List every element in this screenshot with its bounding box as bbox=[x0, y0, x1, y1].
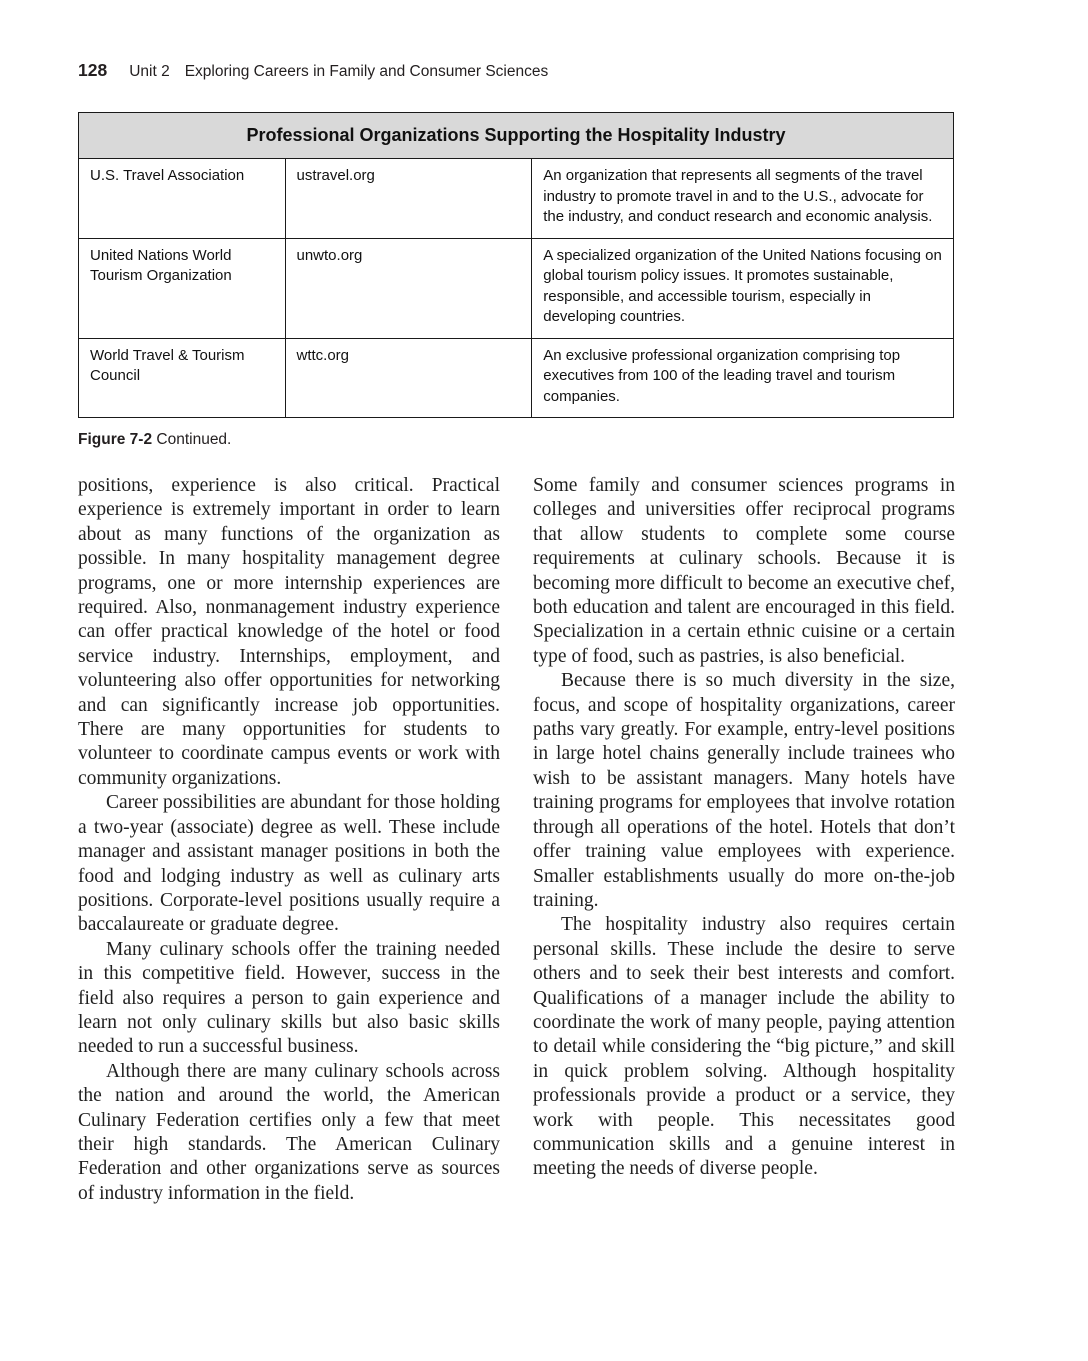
left-column bbox=[78, 474, 500, 1206]
org-name-cell: United Nations World Tourism Organization bbox=[79, 238, 286, 338]
paragraph: Some family and consumer sciences programs in colleges and universities offer reciprocal programs that allow students to complete some course requirements at culinary schools. Because it is becoming more difficult to become an executive chef, both education and talent are encouraged in this field. Specialization in a certain ethnic cuisine or a certain type of food, such as pastries, is also beneficial. bbox=[533, 475, 955, 667]
paragraph: Although there are many culinary schools across the nation and around the world, the American Culinary Federation certifies only a few that meet their high standards. The American Culinary Federation and other organizations serve as sources of industry information in the field. bbox=[78, 1060, 500, 1204]
table-row bbox=[79, 238, 954, 338]
table-title: Professional Organizations Supporting the Hospitality Industry bbox=[79, 113, 954, 159]
figure-caption-text: Continued. bbox=[156, 431, 232, 448]
running-head bbox=[78, 60, 548, 81]
right-column bbox=[533, 474, 955, 1206]
paragraph: Because there is so much diversity in the size, focus, and scope of hospitality organizations, career paths vary greatly. For example, entry-level positions in large hotel chains generally include trainees who wish to be assistant managers. Many hotels have training programs for employees that involve rotation through all operations of the hotel. Hotels that don’t offer training value employees with experience. Smaller establishments usually do more on-the-job training. bbox=[533, 670, 955, 911]
page-number: 128 bbox=[78, 60, 108, 80]
website-cell: wttc.org bbox=[285, 338, 532, 418]
figure-7-2-block bbox=[78, 112, 954, 449]
org-name-cell: U.S. Travel Association bbox=[79, 159, 286, 239]
table-title-row bbox=[79, 113, 954, 159]
unit-title: Exploring Careers in Family and Consumer Sciences bbox=[184, 63, 549, 80]
description-cell: A specialized organization of the United Nations focusing on global tourism policy issues. It promotes sustainable, responsible, and accessible tourism, especially in developing countries. bbox=[532, 238, 954, 338]
paragraph: Many culinary schools offer the training needed in this competitive field. However, success in the field also requires a person to gain experience and learn not only culinary skills but also basic skills needed to run a successful business. bbox=[78, 938, 500, 1058]
paragraph: The hospitality industry also requires certain personal skills. These include the desire to serve others and to seek their best interests and comfort. Qualifications of a manager include the ability to coordinate the work of many people, paying attention to detail while considering the “big picture,” and skill in quick problem solving. Although hospitality professionals provide a product or a service, they work with people. This necessitates good communication skills and a genuine interest in meeting the needs of diverse people. bbox=[533, 914, 955, 1180]
body-text bbox=[78, 474, 956, 1206]
table-row bbox=[79, 159, 954, 239]
unit-label: Unit 2 bbox=[129, 63, 170, 80]
organizations-table bbox=[78, 112, 954, 418]
description-cell: An exclusive professional organization comprising top executives from 100 of the leading travel and tourism companies. bbox=[532, 338, 954, 418]
org-name-cell: World Travel & Tourism Council bbox=[79, 338, 286, 418]
figure-caption bbox=[78, 431, 954, 449]
paragraph: positions, experience is also critical. Practical experience is extremely important in order to learn about as many functions of the organization as possible. In many hospitality management degree programs, one or more internship experiences are required. Also, nonmanagement industry experience can offer practical knowledge of the hotel or food service industry. Internships, employment, and volunteering also offer opportunities for networking and can significantly increase job opportunities. There are many opportunities for students to volunteer to coordinate campus events or work with community organizations. bbox=[78, 475, 500, 789]
website-cell: unwto.org bbox=[285, 238, 532, 338]
description-cell: An organization that represents all segments of the travel industry to promote travel in and to the U.S., advocate for the industry, and conduct research and economic analysis. bbox=[532, 159, 954, 239]
paragraph: Career possibilities are abundant for those holding a two-year (associate) degree as well. These include manager and assistant manager positions in both the food and lodging industry as well as culinary arts positions. Corporate-level positions usually require a baccalaureate or graduate degree. bbox=[78, 792, 500, 936]
table-row bbox=[79, 338, 954, 418]
figure-caption-label: Figure 7-2 bbox=[78, 431, 153, 448]
website-cell: ustravel.org bbox=[285, 159, 532, 239]
